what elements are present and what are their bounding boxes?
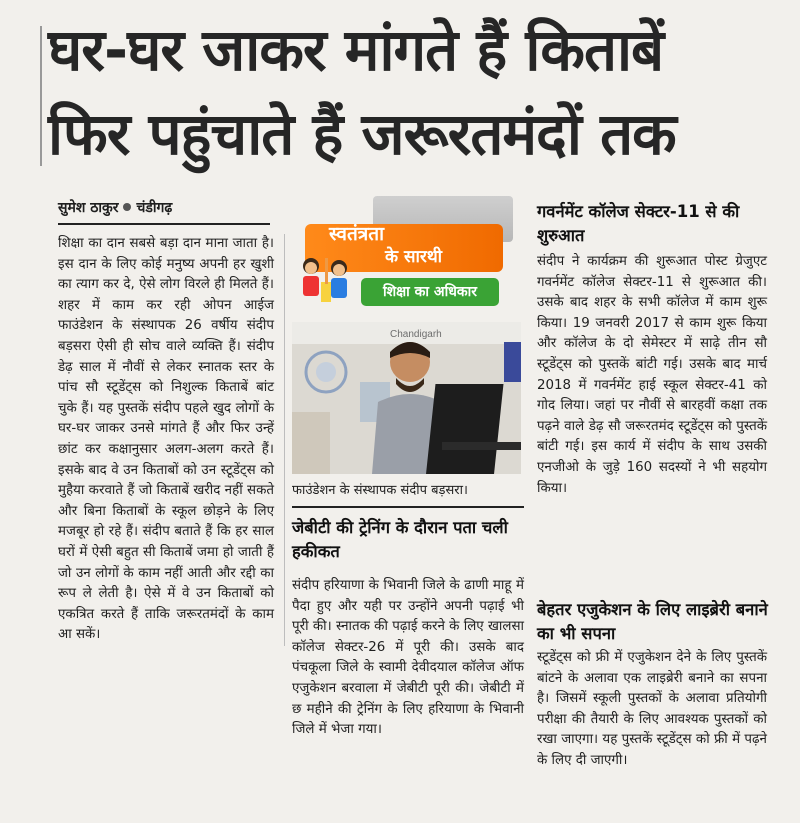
- founder-photo: [292, 322, 521, 474]
- article-column-1: शिक्षा का दान सबसे बड़ा दान माना जाता है। इस दान के लिए कोई मनुष्य अपनी हर खुशी का त्याग कर दे, ऐसे लोग विरले ही मिलते हैं। शहर में काम कर रही ओपन आईज फाउंडेशन के संस्थापक 26 वर्षीय संदीप बड़सरा ऐसी ही सोच वाले व्यक्ति हैं। संदीप डेढ़ साल में नौवीं से लेकर स्नातक स्तर के पांच सौ स्टूडेंट्स को निशुल्क किताबें बांट चुके हैं। यह पुस्तकें संदीप पहले खुद लोगों के घर-घर जाकर उनसे मांगते हैं और फिर उन्हें छांट कर कक्षानुसार अलग-अलग करते हैं। इसके बाद वे उन किताबों को उन स्टूडेंट्स को मुहैया करवाते हैं जो किताबें खरीद नहीं सकते और बिना किताबों के स्कूल छोड़ने के लिए मजबूर हो रहे हैं। संदीप बताते हैं कि हर साल घरों में ऐसी बहुत सी किताबें जमा हो जाती हैं जो उन लोगों के काम नहीं आती और रद्दी का रूप ले लेती है। ऐसे में वे उन किताबों को एकत्रित करते हैं ताकि जरूरतमंदों के काम आ सकें।: [58, 234, 285, 646]
- photo-sign-text: Chandigarh: [390, 329, 442, 340]
- founder-photo-illustration: [292, 322, 521, 474]
- children-with-books-icon: [295, 254, 361, 308]
- byline-dot: [123, 203, 131, 211]
- column-3-heading: गवर्नमेंट कॉलेज सेक्टर-11 से की शुरुआत: [537, 202, 740, 245]
- article-column-2: संदीप हरियाणा के भिवानी जिले के ढाणी माहू में पैदा हुए और यही पर उन्होंने अपनी पढ़ाई भी पूरी की। स्नातक की पढ़ाई करने के लिए खालसा कॉलेज सेक्टर-26 में पूरी की। उसके बाद पंचकूला जिले के स्वामी देवीदयाल कॉलेज ऑफ एजुकेशन बरवाला में जेबीटी पूरी की। जेबीटी में छ महीने की ट्रेनिंग के लिए हरियाणा के भिवानी जिले में भेजा गया।: [292, 578, 524, 738]
- byline: [58, 198, 270, 225]
- article-column-3b: स्टूडेंट्स को फ्री में एजुकेशन देने के लिए पुस्तकें बांटने के अलावा एक लाइब्रेरी बनाने का सपना है। जिसमें स्कूली पुस्तकों के अलावा प्रतियोगी परीक्षा की तैयारी के लिए आवश्यक पुस्तकों को रखा जाएगा। यह पुस्तकें स्टूडेंट्स को फ्री में पढ़ने के लिए दी जाएगी।: [537, 650, 767, 768]
- photo-caption: फाउंडेशन के संस्थापक संदीप बड़सरा।: [292, 480, 524, 508]
- byline-place: चंडीगढ़: [136, 200, 173, 216]
- logo-tagline: शिक्षा का अधिकार: [361, 278, 499, 306]
- headline-line-1: घर-घर जाकर मांगते हैं किताबें: [48, 16, 664, 84]
- column-2-heading: जेबीटी की ट्रेनिंग के दौरान पता चली हकीकत: [292, 518, 508, 561]
- column-3-heading-2: बेहतर एजुकेशन के लिए लाइब्रेरी बनाने का भी सपना: [537, 600, 768, 643]
- headline: [48, 8, 788, 176]
- logo-line-2: के सारथी: [385, 247, 443, 267]
- logo-line-1: स्वतंत्रता: [329, 223, 385, 245]
- article-column-3: संदीप ने कार्यक्रम की शुरूआत पोस्ट ग्रेजुएट गवर्नमेंट कॉलेज सेक्टर-11 से शुरूआत की। उसके बाद शहर के सभी कॉलेज में काम शुरू किया। 19 जनवरी 2017 से काम शुरू किया और कॉलेज के दो सेमेस्टर में साढ़े तीन सौ स्टूडेंट्स को पुस्तकें बांटी गई। उसके बाद मार्च 2018 में गवर्नमेंट हाई स्कूल सेक्टर-41 को गोद लिया। जहां पर नौवीं से बारहवीं कक्षा तक पढ़ने वाले डेढ़ सौ जरूरतमंद स्टूडेंट्स को पुस्तकें बांटी गई। इस कार्य में संदीप के साथ उसकी एनजीओ के जुड़े 160 सदस्यों ने भी सहयोग किया।: [537, 254, 767, 496]
- byline-author: सुमेश ठाकुर: [58, 200, 119, 216]
- swatantrata-ke-sarathi-logo: [295, 194, 520, 312]
- headline-line-2: फिर पहुंचाते हैं जरूरतमंदों तक: [48, 100, 676, 168]
- headline-rule: [40, 26, 42, 166]
